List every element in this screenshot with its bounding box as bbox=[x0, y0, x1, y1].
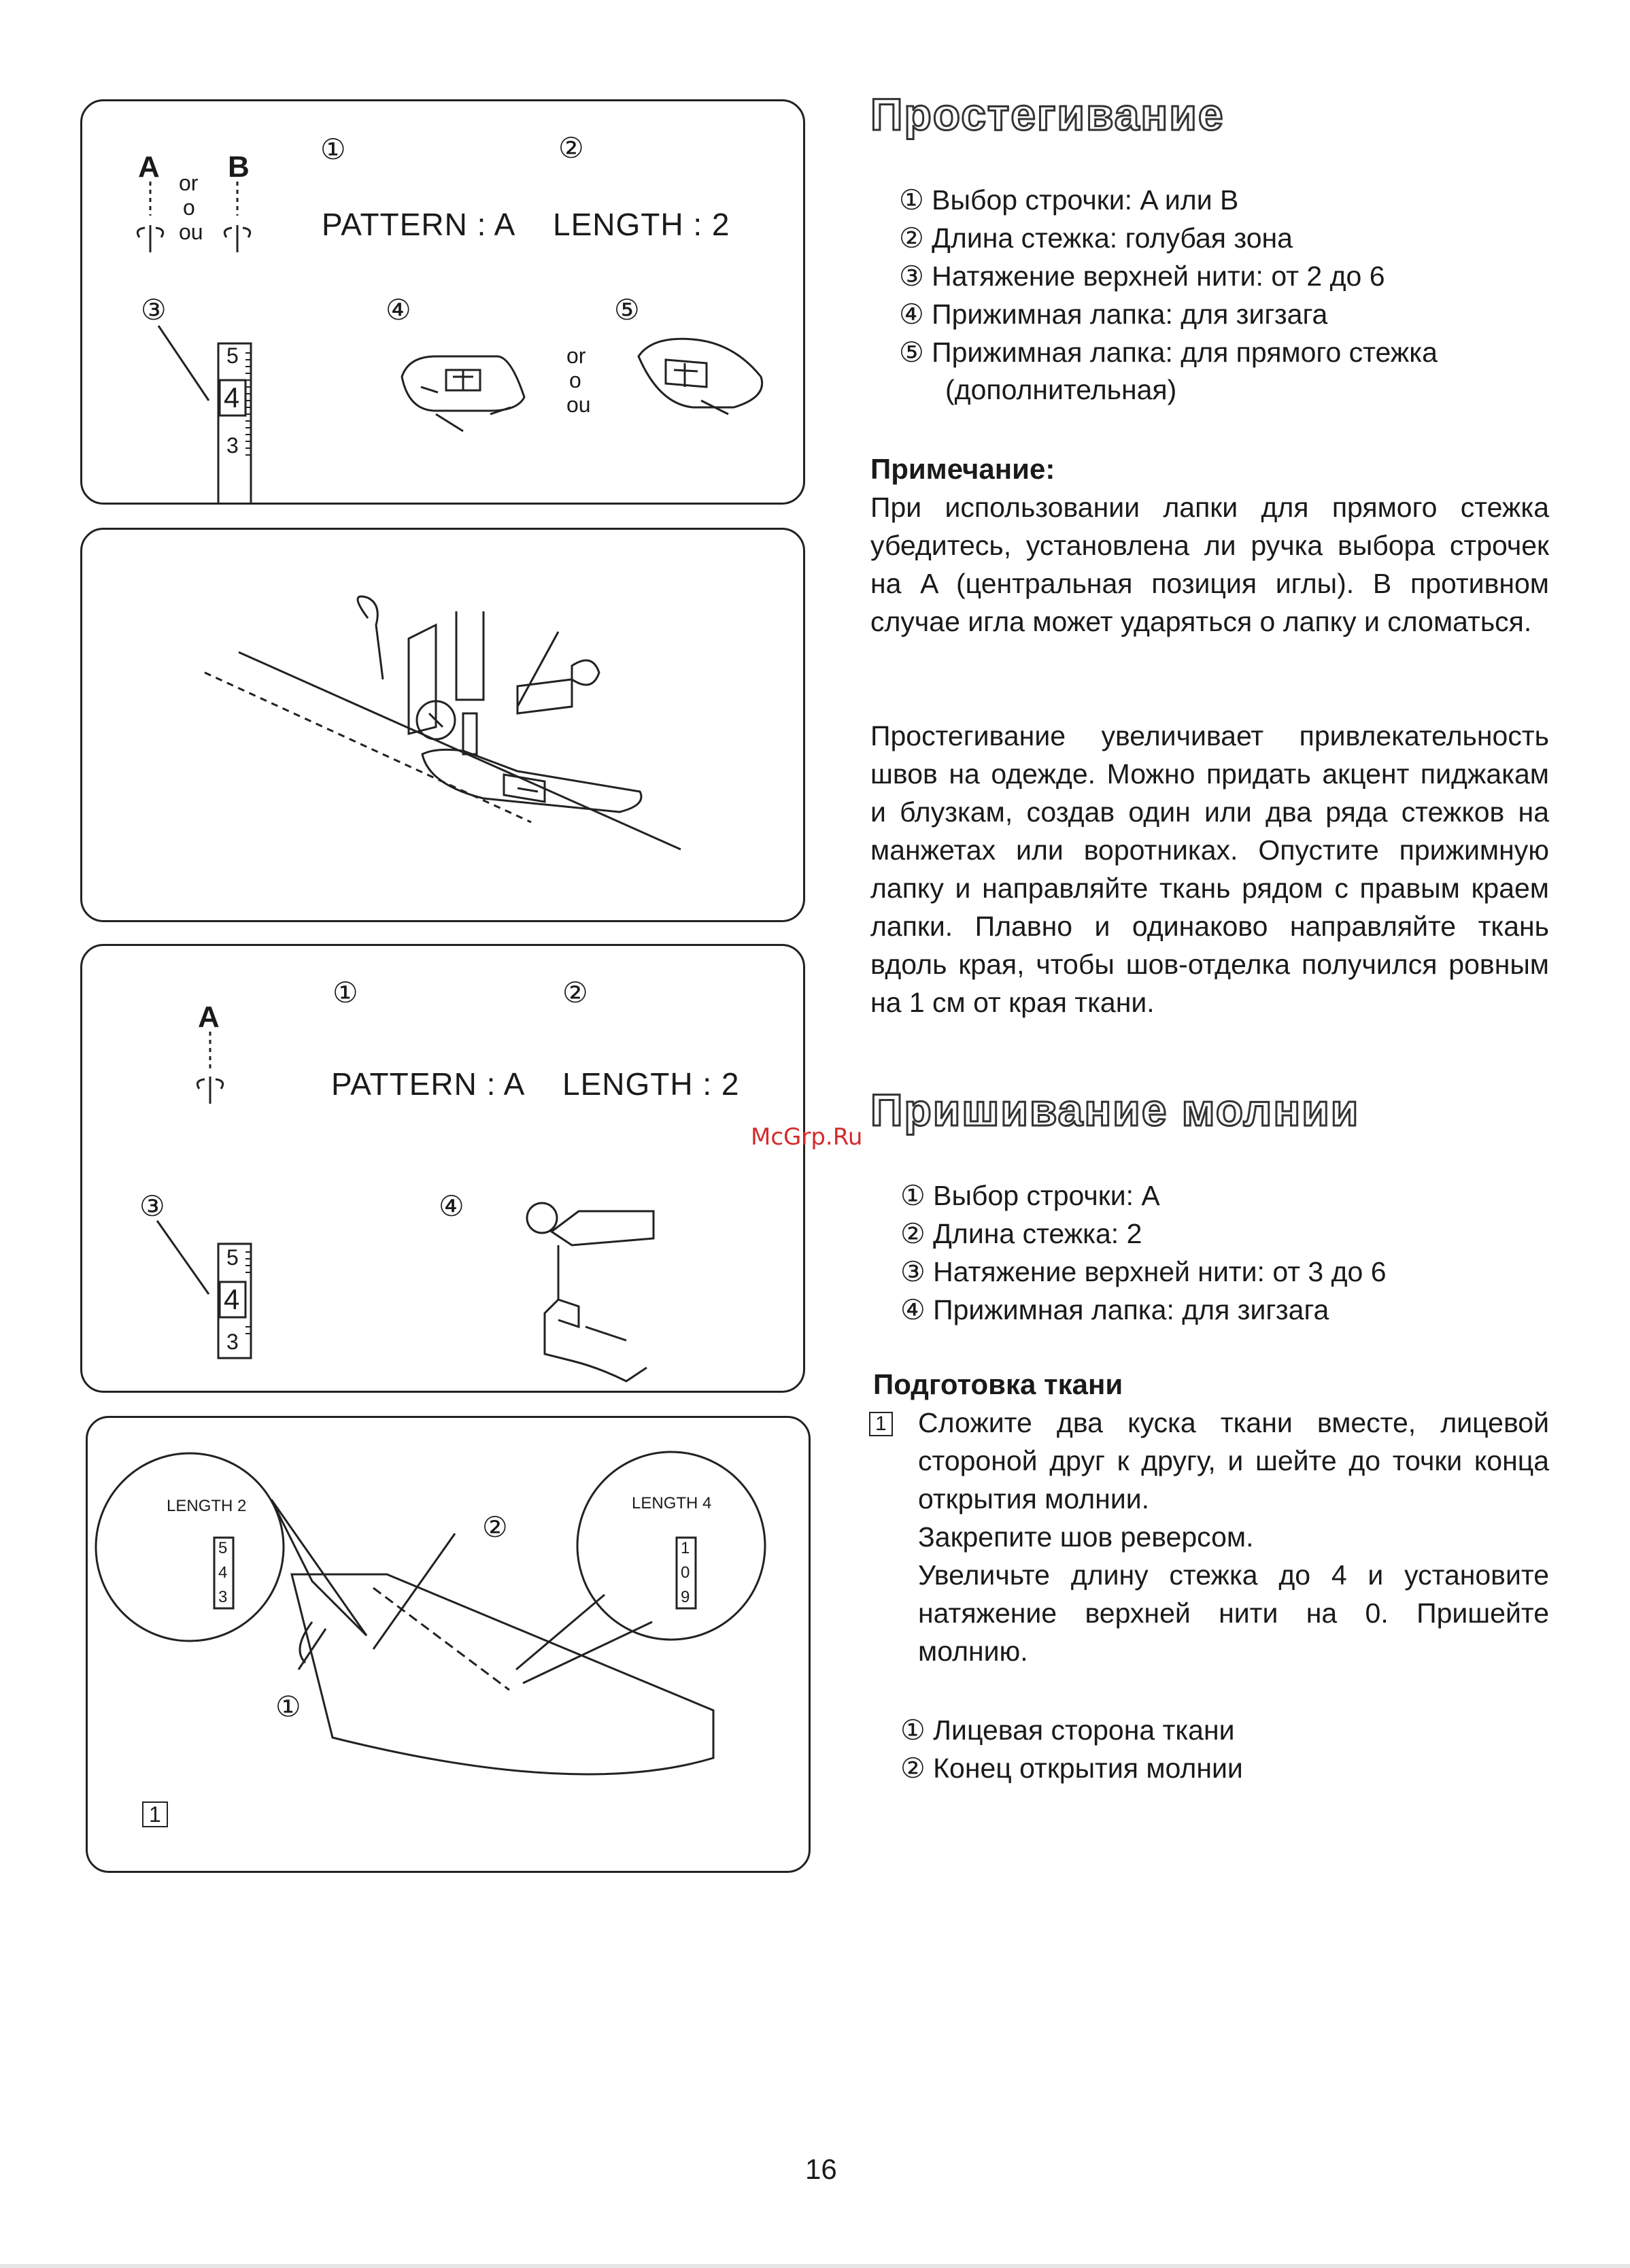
marker-5: ⑤ bbox=[614, 294, 640, 326]
note-text: При использовании лапки для прямого стежка убедитесь, установлена ли ручка выбора строчек на A (центральная позиция иглы). В противном случае игла может ударяться о лапку и сломаться. bbox=[870, 492, 1549, 637]
zipper-dial-top: 5 bbox=[226, 1245, 239, 1270]
zoom-left-dial-top: 5 bbox=[218, 1539, 228, 1557]
step-number-box: 1 bbox=[142, 1801, 168, 1827]
marker-1: ① bbox=[320, 133, 346, 165]
panel-topstitch-settings bbox=[80, 99, 805, 505]
panel-topstitch-illustration bbox=[80, 528, 805, 922]
alt-or-label-fr: o bbox=[569, 368, 581, 392]
zipper-pattern-label: PATTERN : A bbox=[331, 1066, 526, 1102]
selector-a-label: A bbox=[138, 150, 160, 184]
section2-item-2: ② Длина стежка: 2 bbox=[900, 1218, 1142, 1249]
section2-item-1: ① Выбор строчки: A bbox=[900, 1180, 1160, 1211]
selector-b-label: B bbox=[228, 150, 250, 184]
zipper-marker-3: ③ bbox=[139, 1190, 165, 1222]
zipper-dial-bottom: 3 bbox=[226, 1330, 239, 1354]
section2-item-4: ④ Прижимная лапка: для зигзага bbox=[900, 1294, 1329, 1325]
section1-item-5: ⑤ Прижимная лапка: для прямого стежка bbox=[899, 337, 1438, 368]
or-label-fr: o bbox=[183, 195, 195, 220]
legend-zipper-end: ② Конец открытия молнии bbox=[900, 1753, 1243, 1784]
dial-value-top: 5 bbox=[226, 343, 239, 368]
presser-foot-illustration bbox=[82, 530, 803, 920]
callout-right-side: ① bbox=[275, 1691, 301, 1723]
zoom-left-length-label: LENGTH 2 bbox=[167, 1497, 247, 1515]
length-label: LENGTH : 2 bbox=[553, 207, 730, 242]
dial-value-bottom: 3 bbox=[226, 433, 239, 458]
or-label-es: ou bbox=[179, 220, 203, 244]
section1-item-2: ② Длина стежка: голубая зона bbox=[899, 222, 1293, 254]
fabric-preparation-drawing bbox=[88, 1418, 809, 1871]
panel-zipper-settings bbox=[80, 944, 805, 1393]
zipper-marker-4: ④ bbox=[439, 1190, 464, 1222]
step-1-text: Сложите два куска ткани вместе, лицевой стороной друг к другу, и шейте до точки конца открытия молнии. bbox=[918, 1407, 1549, 1514]
pattern-label: PATTERN : A bbox=[322, 207, 516, 242]
alt-or-label: or bbox=[566, 343, 586, 368]
legend-right-side: ① Лицевая сторона ткани bbox=[900, 1714, 1235, 1746]
section1-item-5-cont: (дополнительная) bbox=[945, 374, 1177, 405]
zoom-right-dial-bottom: 9 bbox=[681, 1588, 690, 1606]
zipper-settings-drawing bbox=[82, 946, 803, 1391]
zipper-selector-a-label: A bbox=[198, 1000, 220, 1034]
zoom-right-dial-top: 1 bbox=[681, 1539, 690, 1557]
section1-item-3: ③ Натяжение верхней нити: от 2 до 6 bbox=[899, 260, 1385, 292]
zipper-marker-1: ① bbox=[333, 977, 358, 1009]
topstitch-settings-drawing bbox=[82, 101, 803, 503]
marker-2: ② bbox=[558, 132, 584, 164]
zoom-left-dial-selected: 4 bbox=[218, 1563, 228, 1582]
fabric-prep-title: Подготовка ткани bbox=[873, 1368, 1123, 1400]
zoom-right-length-label: LENGTH 4 bbox=[632, 1494, 712, 1512]
step-1-box: 1 bbox=[869, 1412, 893, 1436]
alt-or-label-es: ou bbox=[566, 392, 591, 417]
step-1-backstitch: Закрепите шов реверсом. bbox=[918, 1521, 1254, 1553]
footer-line bbox=[0, 2264, 1630, 2268]
note-title: Примечание: bbox=[870, 453, 1055, 485]
dial-value-selected: 4 bbox=[224, 382, 240, 413]
section1-title: Простегивание bbox=[870, 89, 1225, 139]
marker-4: ④ bbox=[386, 294, 411, 326]
section1-body: Простегивание увеличивает привлекательность швов на одежде. Можно придать акцент пиджакам и блузкам, создав один или два ряда стежков на манжетах или воротниках. Опустите прижимную лапку и направляйте ткань рядом с правым краем лапки. Плавно и одинаково направляйте ткань вдоль края, чтобы шов-отделка получился ровным на 1 см от края ткани. bbox=[870, 720, 1549, 1018]
section1-item-4: ④ Прижимная лапка: для зигзага bbox=[899, 299, 1328, 330]
zoom-left-dial-bottom: 3 bbox=[218, 1588, 228, 1606]
page-number: 16 bbox=[805, 2153, 837, 2185]
or-label: or bbox=[179, 171, 199, 195]
marker-3: ③ bbox=[141, 294, 167, 326]
section2-title: Пришивание молнии bbox=[870, 1085, 1360, 1135]
callout-zipper-end: ② bbox=[482, 1511, 508, 1543]
zipper-dial-selected: 4 bbox=[224, 1283, 240, 1315]
zipper-marker-2: ② bbox=[562, 977, 588, 1009]
section2-item-3: ③ Натяжение верхней нити: от 3 до 6 bbox=[900, 1256, 1387, 1287]
step-1-tension: Увеличьте длину стежка до 4 и установите натяжение верхней нити на 0. Пришейте молнию. bbox=[918, 1559, 1549, 1667]
zipper-length-label: LENGTH : 2 bbox=[562, 1066, 740, 1102]
zoom-right-dial-selected: 0 bbox=[681, 1563, 690, 1582]
section1-item-1: ① Выбор строчки: A или B bbox=[899, 184, 1239, 216]
panel-fabric-preparation bbox=[86, 1416, 811, 1873]
watermark: McGrp.Ru bbox=[751, 1123, 863, 1151]
